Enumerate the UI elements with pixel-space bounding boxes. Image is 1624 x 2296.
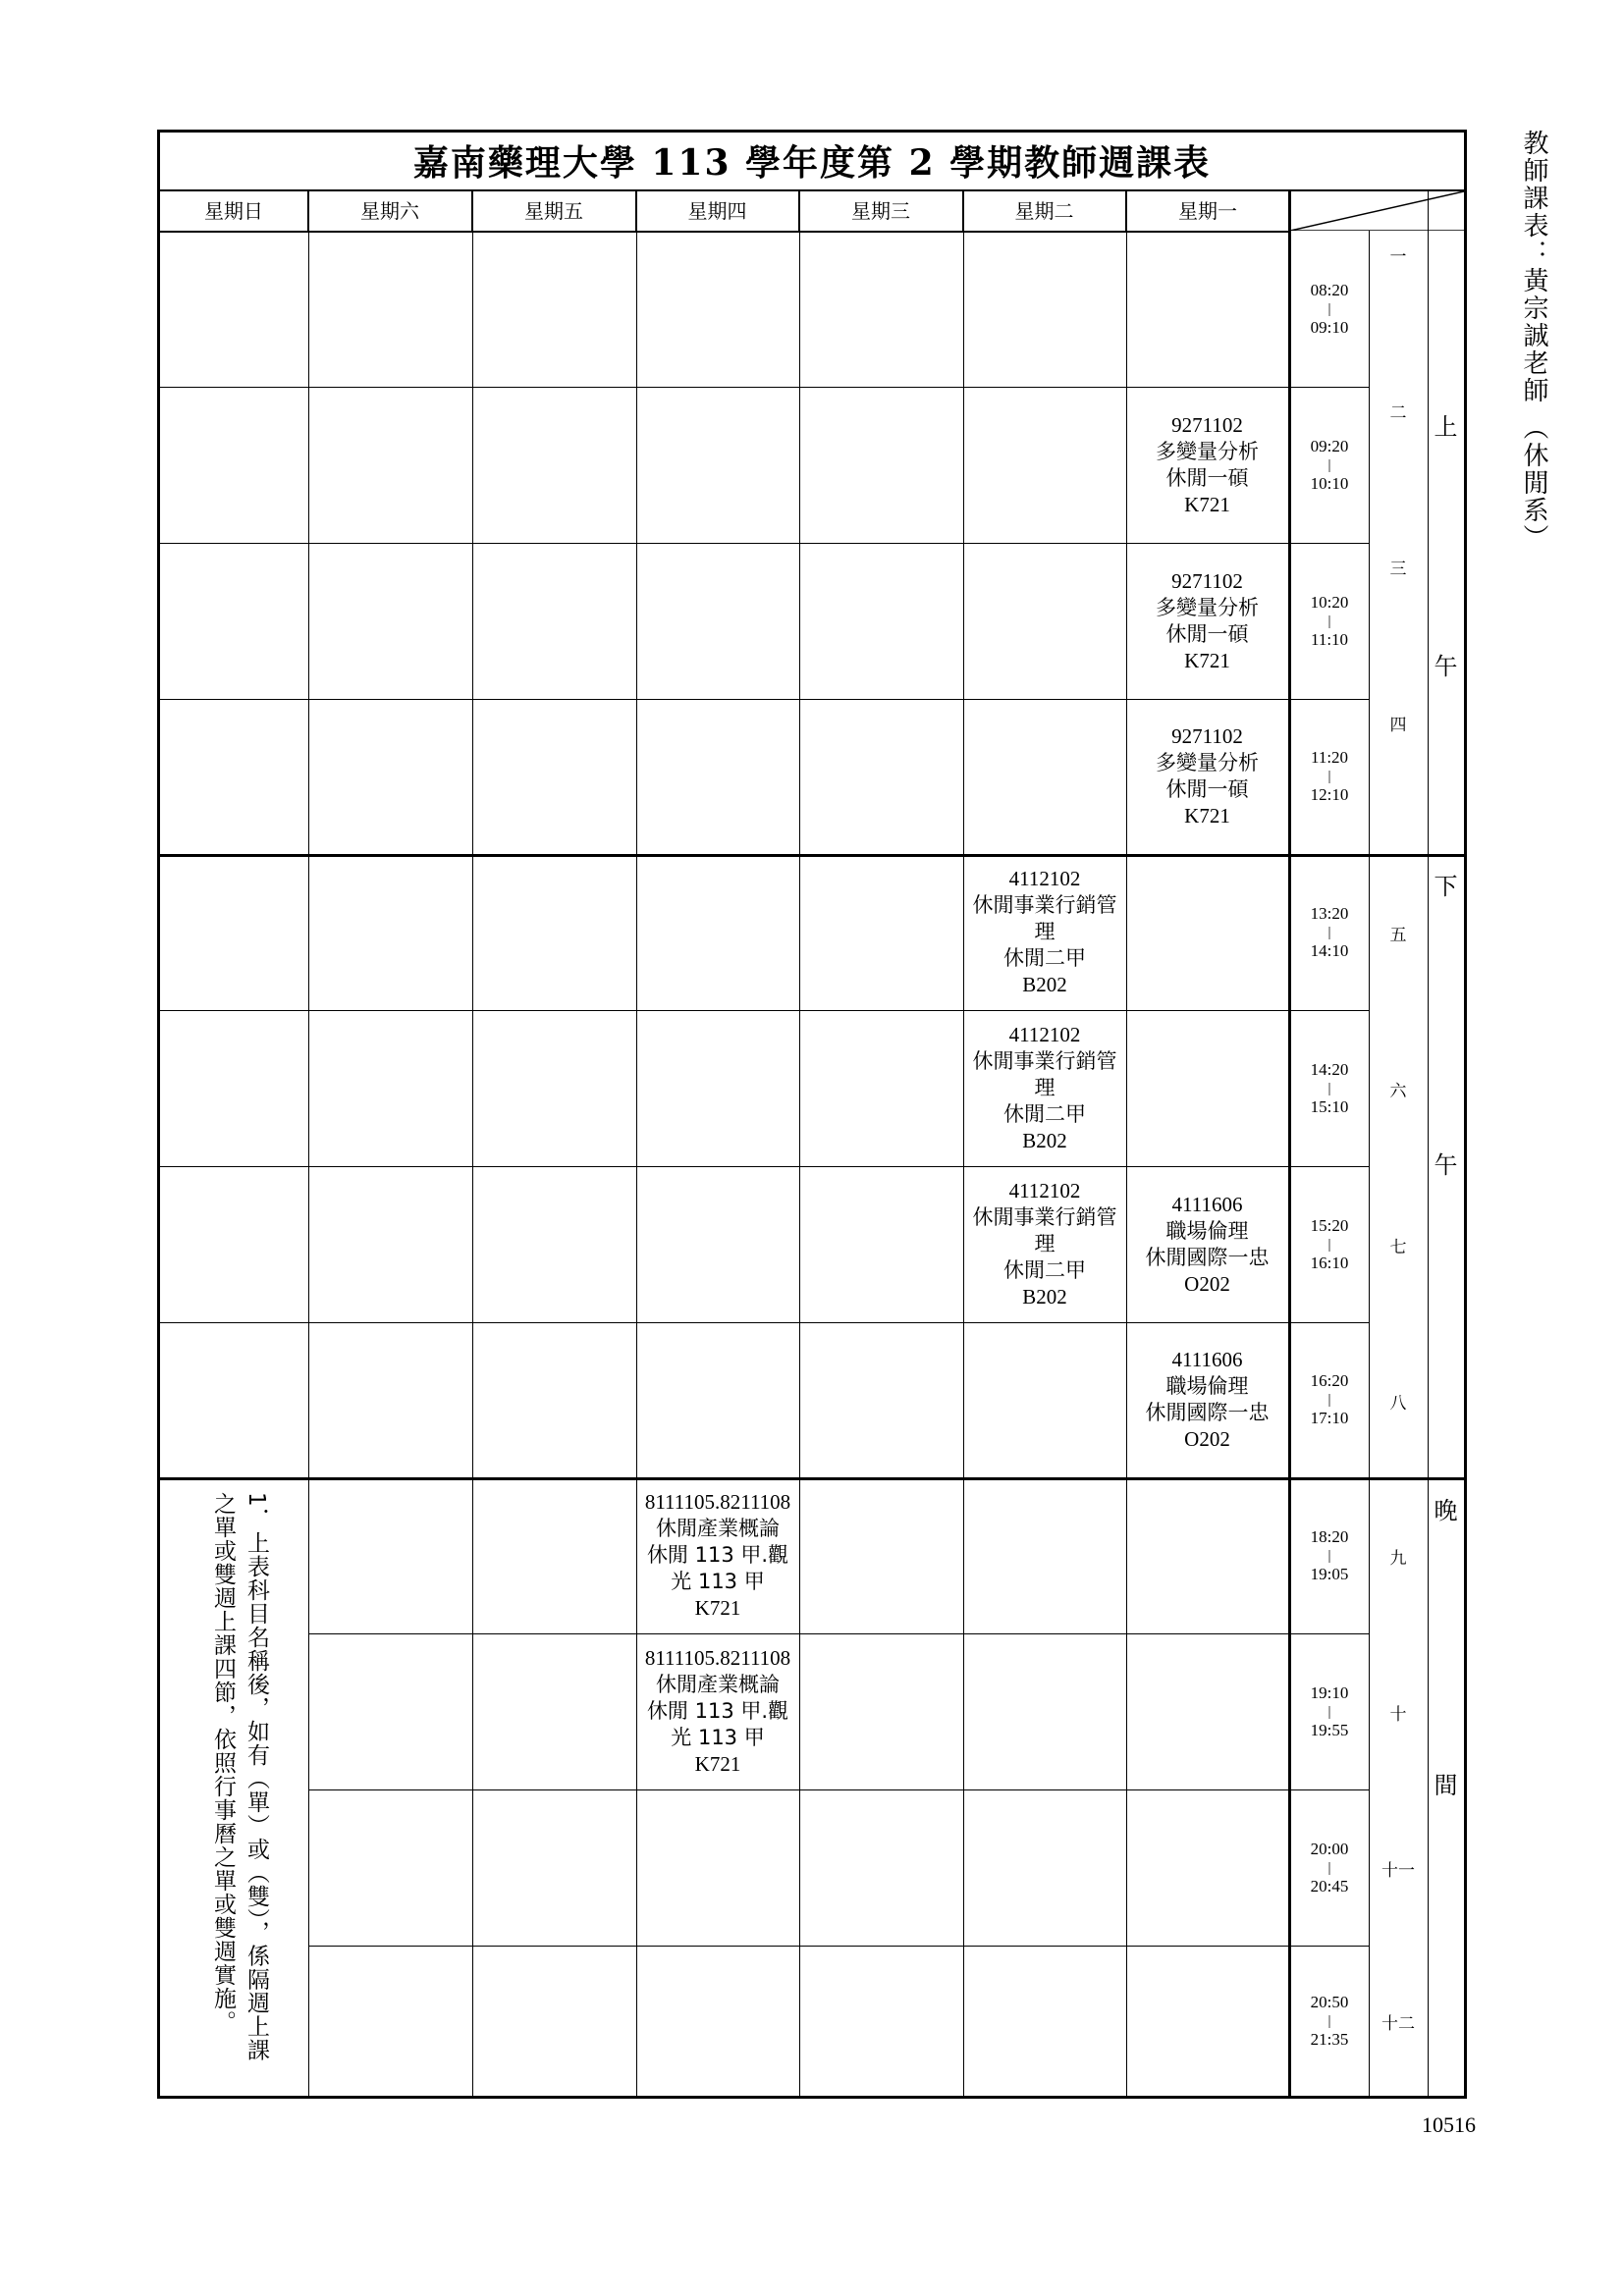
header-tuesday: 星期二: [963, 191, 1126, 231]
period-number: 一: [1389, 247, 1407, 267]
section-evening-char: 晚: [1434, 1497, 1458, 1524]
period-time: 19:10 | 19:55: [1310, 1682, 1349, 1739]
period-time: 08:20 | 09:10: [1310, 280, 1349, 337]
header-friday: 星期五: [472, 191, 636, 231]
header-sunday: 星期日: [160, 191, 308, 231]
course-cell: 4112102 休閒事業行銷管 理 休閒二甲 B202: [972, 1023, 1117, 1152]
period-number: 八: [1389, 1394, 1407, 1414]
period-number: 五: [1389, 926, 1407, 945]
course-cell: 4111606 職場倫理 休閒國際一忠 O202: [1145, 1192, 1270, 1296]
course-cell: 4112102 休閒事業行銷管 理 休閒二甲 B202: [972, 1179, 1117, 1308]
grid-line: [799, 191, 800, 2096]
period-number: 十二: [1381, 2014, 1415, 2034]
period-time: 16:20 | 17:10: [1310, 1371, 1349, 1427]
header-thursday: 星期四: [636, 191, 799, 231]
grid-line: [1369, 231, 1370, 2096]
grid-line: [308, 191, 309, 2096]
course-cell: 4112102 休閒事業行銷管 理 休閒二甲 B202: [972, 867, 1117, 996]
course-cell: 9271102 多變量分析 休閒一碩 K721: [1156, 568, 1259, 672]
course-cell: 8111105.8211108 休閒產業概論 休閒 113 甲.觀 光 113 甲 K721: [644, 1646, 791, 1776]
period-time: 15:20 | 16:10: [1310, 1215, 1349, 1272]
page-title: 嘉南藥理大學 113 學年度第 2 學期教師週課表: [160, 133, 1464, 191]
timetable-frame: [157, 130, 1467, 2099]
period-time: 09:20 | 10:10: [1310, 436, 1349, 493]
section-afternoon-char: 午: [1434, 1151, 1458, 1179]
grid-line: [636, 191, 637, 2096]
header-wednesday: 星期三: [799, 191, 963, 231]
period-number: 二: [1389, 403, 1407, 423]
row-line: [308, 1789, 1369, 1790]
header-diagonal: [1290, 191, 1464, 231]
header-saturday: 星期六: [308, 191, 472, 231]
period-number: 四: [1389, 716, 1407, 735]
section-evening-char: 間: [1434, 1772, 1458, 1799]
course-cell: 8111105.8211108 休閒產業概論 休閒 113 甲.觀 光 113 甲 K721: [644, 1490, 791, 1620]
section-morning-char: 午: [1434, 653, 1458, 680]
section-morning-char: 上: [1434, 413, 1458, 441]
schedule-note: 1．上表科目名稱後，如有（單）或（雙），係隔週上課之單或雙週上課四節，依照行事曆之單或雙週實施。: [210, 1492, 269, 2062]
course-cell: 9271102 多變量分析 休閒一碩 K721: [1156, 724, 1259, 828]
period-time: 11:20 | 12:10: [1310, 748, 1349, 804]
course-cell: 4111606 職場倫理 休閒國際一忠 O202: [1145, 1348, 1270, 1451]
period-number: 七: [1389, 1238, 1407, 1257]
page-number: 10516: [1422, 2112, 1476, 2137]
row-line: [160, 1010, 1369, 1011]
period-number: 十一: [1381, 1861, 1415, 1881]
period-time: 20:00 | 20:45: [1310, 1839, 1349, 1896]
section-afternoon-char: 下: [1434, 873, 1458, 900]
period-number: 三: [1389, 560, 1407, 579]
period-time: 10:20 | 11:10: [1310, 592, 1349, 649]
period-number: 九: [1389, 1549, 1407, 1569]
header-divider: [160, 231, 1290, 233]
period-time: 14:20 | 15:10: [1310, 1059, 1349, 1116]
period-number: 六: [1389, 1082, 1407, 1101]
row-line: [308, 1946, 1369, 1947]
header-monday: 星期一: [1126, 191, 1290, 231]
period-time: 20:50 | 21:35: [1310, 1992, 1349, 2049]
period-time: 13:20 | 14:10: [1310, 903, 1349, 960]
period-time: 18:20 | 19:05: [1310, 1526, 1349, 1583]
grid-line: [472, 191, 473, 2096]
section-line: [160, 854, 1464, 857]
side-caption: 教師課表：黃宗誠老師 （休閒系）: [1519, 130, 1548, 553]
section-line: [160, 1477, 1464, 1480]
period-number: 十: [1389, 1705, 1407, 1725]
course-cell: 9271102 多變量分析 休閒一碩 K721: [1156, 412, 1259, 516]
row-line: [308, 1633, 1369, 1634]
grid-line: [1428, 191, 1429, 2096]
